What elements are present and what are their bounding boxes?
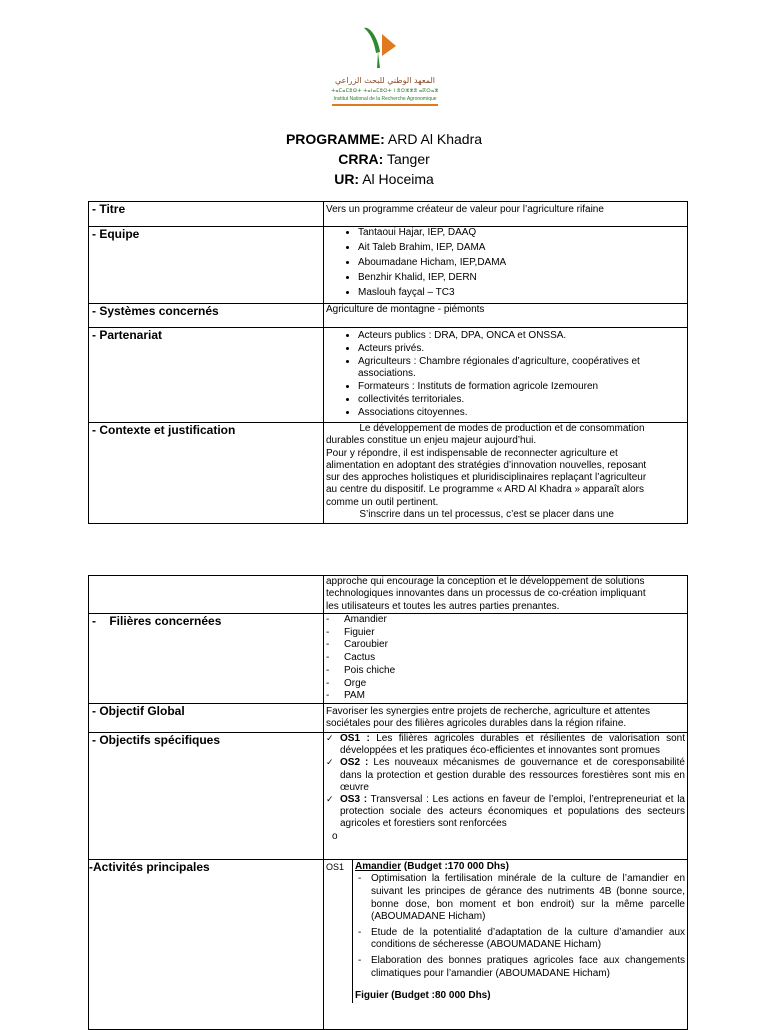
objectif-item (340, 757, 685, 794)
programme-line (0, 131, 768, 147)
inra-leaf-icon (358, 22, 412, 72)
programme-table-part1 (88, 201, 688, 524)
crra-value: Tanger (383, 151, 430, 167)
equipe-member: • Aboumadane Hicham, IEP,DAMA (358, 257, 685, 270)
contexte-cont-value (324, 576, 688, 614)
objectifs-specifiques-label: - Objectifs spécifiques (89, 732, 324, 859)
partenariat-list (326, 330, 685, 418)
amandier-activities (355, 873, 687, 980)
objectif-global-label: - Objectif Global (89, 703, 324, 732)
equipe-member: • Tantaoui Hajar, IEP, DAAQ (358, 227, 685, 240)
contexte-cont-line: approche qui encourage la conception et le développement de solutions (326, 576, 645, 587)
figuier-heading: Figuier (Budget :80 000 Dhs) (355, 990, 491, 1002)
partenariat-item: • Acteurs publics : DRA, DPA, ONCA et ONSSA. (358, 330, 685, 342)
partenariat-item: • Agriculteurs : Chambre régionales d’agriculture, coopératives et associations. (358, 356, 685, 379)
objectif-global-line: Favoriser les synergies entre projets de recherche, agriculture et attentes (326, 705, 651, 717)
activites-label: -Activités principales (89, 859, 324, 1029)
activites-os1-block (326, 860, 687, 1003)
filiere-item: - Cactus (344, 652, 685, 665)
contexte-line: alimentation en adoptant des stratégies d’innovation nouvelles, reposant (326, 459, 647, 471)
equipe-list (326, 227, 685, 300)
filiere-item: - Caroubier (344, 639, 685, 652)
row-systemes (89, 304, 688, 328)
os1-body (352, 860, 687, 1003)
equipe-member: • Maslouh fayçal – TC3 (358, 287, 685, 300)
programme-label: PROGRAMME: (285, 131, 385, 147)
row-partenariat (89, 328, 688, 423)
row-contexte-cont (89, 576, 688, 614)
filiere-item: - Orge (344, 678, 685, 691)
contexte-line: comme un outil pertinent. (326, 496, 439, 508)
objectif-text: Les filières agricoles durables et résilientes de valorisation sont développées et les pratiques éco-efficientes et innovantes sont promues (340, 732, 685, 757)
titre-value: Vers un programme créateur de valeur pour l’agriculture rifaine (324, 202, 688, 227)
objectif-global-value (324, 703, 688, 732)
activite-item: - Optimisation la fertilisation minérale de la culture de l’amandier en suivant les principes de gérance des nutriments 4B (bonne source, bonne dose, bon moment et bon endroit) sur la même parcelle (ABOUMADANE Hicham) (371, 873, 685, 923)
titre-label: - Titre (89, 202, 324, 227)
contexte-cont-label (89, 576, 324, 614)
activites-value (324, 859, 688, 1029)
equipe-member: • Ait Taleb Brahim, IEP, DAMA (358, 242, 685, 255)
equipe-member: • Benzhir Khalid, IEP, DERN (358, 272, 685, 285)
partenariat-item: • Acteurs privés. (358, 343, 685, 355)
row-objectif-global (89, 703, 688, 732)
contexte-value (324, 423, 688, 524)
ur-line (0, 171, 768, 187)
objectif-item (340, 794, 685, 831)
objectif-item (340, 733, 685, 757)
contexte-label: - Contexte et justification (89, 423, 324, 524)
filieres-list (326, 614, 685, 703)
equipe-value (324, 227, 688, 304)
logo-tifinagh-name: ⵜⴰⵎⴰⵎⵓⵙⵜ ⵜⴰⵏⴰⵎⵓⵔⵜ ⵏ ⵓⵔⵣⵣⵓ ⴰⴽⵔⴰⵣ (331, 88, 439, 94)
row-activites (89, 859, 688, 1029)
row-contexte (89, 423, 688, 524)
partenariat-item: • Formateurs : Instituts de formation agricole Izemouren (358, 381, 685, 393)
objectifs-list (326, 733, 685, 831)
objectif-text: Transversal : Les actions en faveur de l’emploi, l’entrepreneuriat et la protection sociale des acteurs économiques et populations des secteurs agricoles et forestiers sont renforcées (340, 793, 685, 830)
row-filieres (89, 614, 688, 704)
objectif-code: OS3 : (340, 793, 368, 805)
objectif-code: OS1 : (340, 732, 370, 744)
contexte-line: durables constitue un enjeu majeur aujourd’hui. (326, 435, 537, 447)
amandier-budget: (Budget :170 000 Dhs) (401, 860, 509, 872)
crra-line (0, 151, 768, 167)
filiere-item: - Amandier (344, 614, 685, 627)
partenariat-item: • collectivités territoriales. (358, 394, 685, 406)
systemes-label: - Systèmes concernés (89, 304, 324, 328)
logo-underline (332, 104, 438, 106)
objectif-global-line: sociétales pour des filières agricoles durables dans la région rifaine. (326, 718, 627, 730)
partenariat-item: • Associations citoyennes. (358, 407, 685, 419)
partenariat-label: - Partenariat (89, 328, 324, 423)
ur-label: UR: (334, 171, 360, 187)
programme-value: ARD Al Khadra (384, 131, 483, 147)
os1-tag: OS1 (326, 861, 345, 872)
objectif-text: Les nouveaux mécanismes de gouvernance et de coresponsabilité dans la protection et gestion durable des ressources forestières sont mis en œuvre (340, 757, 685, 793)
contexte-line: Le développement de modes de production et de consommation (326, 423, 645, 434)
row-objectifs-specifiques (89, 732, 688, 859)
objectif-trailing-bullet: o (332, 830, 338, 842)
contexte-cont-line: les utilisateurs et toutes les autres parties prenantes. (326, 600, 560, 612)
contexte-line: S’inscrire dans un tel processus, c’est se placer dans une (326, 509, 614, 521)
crra-label: CRRA: (338, 151, 384, 167)
logo-french-name: Institut National de la Recherche Agronomique (333, 96, 437, 102)
filiere-item: - PAM (344, 690, 685, 703)
filieres-value (324, 614, 688, 704)
equipe-label: - Equipe (89, 227, 324, 304)
ur-value: Al Hoceima (359, 171, 434, 187)
row-equipe (89, 227, 688, 304)
objectifs-specifiques-value (324, 732, 688, 859)
partenariat-value (324, 328, 688, 423)
contexte-line: Pour y répondre, il est indispensable de reconnecter agriculture et (326, 447, 618, 459)
inra-logo (320, 22, 450, 114)
programme-table-part2 (88, 575, 688, 1030)
filiere-item: - Pois chiche (344, 665, 685, 678)
amandier-heading (355, 861, 687, 874)
filieres-label: - Filières concernées (89, 614, 324, 704)
systemes-value: Agriculture de montagne - piémonts (324, 304, 688, 328)
objectif-code: OS2 : (340, 757, 369, 769)
logo-arabic-name: المعهد الوطني للبحث الزراعي (334, 76, 436, 85)
contexte-line: au centre du dispositif. Le programme « ARD Al Khadra » apparaît alors (326, 484, 644, 496)
filiere-item: - Figuier (344, 627, 685, 640)
activite-item: - Elaboration des bonnes pratiques agricoles face aux changements climatiques pour l’amandier (ABOUMADANE Hicham) (371, 955, 685, 980)
contexte-line: sur des approches holistiques et pluridisciplinaires replaçant l’agriculteur (326, 472, 647, 484)
amandier-title: Amandier (355, 860, 402, 872)
activite-item: - Etude de la potentialité d’adaptation de la culture d’amandier aux conditions de sécheresse (ABOUMADANE Hicham) (371, 927, 685, 952)
row-titre (89, 202, 688, 227)
contexte-cont-line: technologiques innovantes dans un processus de co-création impliquant (326, 588, 646, 600)
